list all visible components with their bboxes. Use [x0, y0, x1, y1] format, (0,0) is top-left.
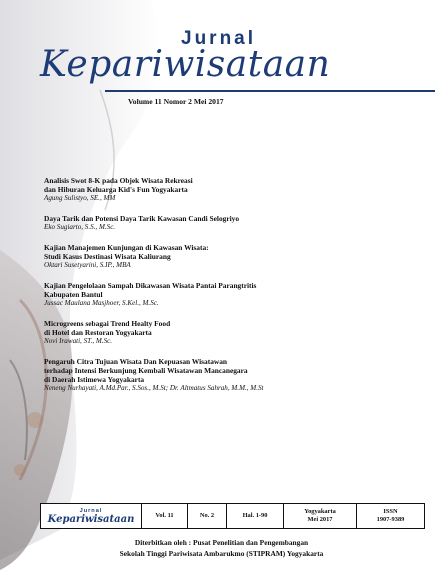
issn-label: ISSN: [383, 508, 398, 515]
place-text: Yogyakarta: [304, 508, 336, 515]
mini-logo-title: Kepariwisataan: [47, 514, 135, 525]
volume-line: Volume 11 Nomor 2 Mei 2017: [128, 97, 224, 106]
article-title: Pengaruh Citra Tujuan Wisata Dan Kepuasan Wisatawan terhadap Intensi Berkunjung Kembali Wisatawan Mancanegara di Daerah Istimewa Yogyakarta: [44, 357, 248, 384]
article-item: [44, 176, 434, 203]
date-text: Mei 2017: [307, 516, 333, 523]
article-authors: Jussac Maulana Masjhoer, S.Kel., M.Sc.: [44, 299, 159, 307]
pages-cell: Hal. 1-90: [227, 504, 284, 528]
place-date-cell: [284, 504, 357, 528]
publisher-line-2: Sekolah Tinggi Pariwisata Ambarukmo (STIPRAM) Yogyakarta: [119, 549, 324, 558]
journal-title: Kepariwisataan: [40, 44, 331, 85]
article-title: Microgreens sebagai Trend Healty Food di Hotel dan Restoran Yogyakarta: [44, 319, 171, 337]
article-item: [44, 243, 434, 270]
volume-cell: Vol. 11: [142, 504, 188, 528]
number-cell: No. 2: [188, 504, 227, 528]
issn-cell: [357, 504, 424, 528]
article-authors: Oktari Susetyarini, S.IP., MBA: [44, 261, 131, 269]
article-title: Daya Tarik dan Potensi Daya Tarik Kawasan Candi Selogriyo: [44, 214, 240, 223]
article-title: Analisis Swot 8-K pada Objek Wisata Rekreasi dan Hiburan Keluarga Kid's Fun Yogyakarta: [44, 176, 193, 194]
article-list: [44, 176, 434, 404]
mini-logo-jurnal: Jurnal: [79, 508, 103, 514]
title-underline: [105, 90, 435, 92]
article-authors: Agung Sulistyo, SE., MM: [44, 194, 116, 202]
article-item: [44, 319, 434, 346]
journal-label: Jurnal: [181, 28, 257, 49]
article-authors: Eko Sugiarto, S.S., M.Sc.: [44, 223, 116, 231]
article-item: [44, 214, 434, 232]
issn-number: 1907-9389: [376, 516, 405, 523]
article-authors: Neneng Nurhayati, A.Md.Par., S.Sos., M.St; Dr. Altmatus Sahrah, M.M., M.St: [44, 384, 264, 392]
mini-logo: [41, 504, 142, 528]
article-title: Kajian Pengelolaan Sampah Dikawasan Wisata Pantai Parangtritis Kabupaten Bantul: [44, 281, 257, 299]
article-item: [44, 281, 434, 308]
issue-info-table: [40, 503, 425, 529]
article-authors: Novi Irawati, ST., M.Sc.: [44, 337, 113, 345]
publisher-line-1: Diterbitkan oleh : Pusat Penelitian dan Pengembangan: [134, 538, 309, 547]
article-title: Kajian Manajemen Kunjungan di Kawasan Wisata: Studi Kasus Destinasi Wisata Kaliurang: [44, 243, 209, 261]
article-item: [44, 357, 434, 393]
